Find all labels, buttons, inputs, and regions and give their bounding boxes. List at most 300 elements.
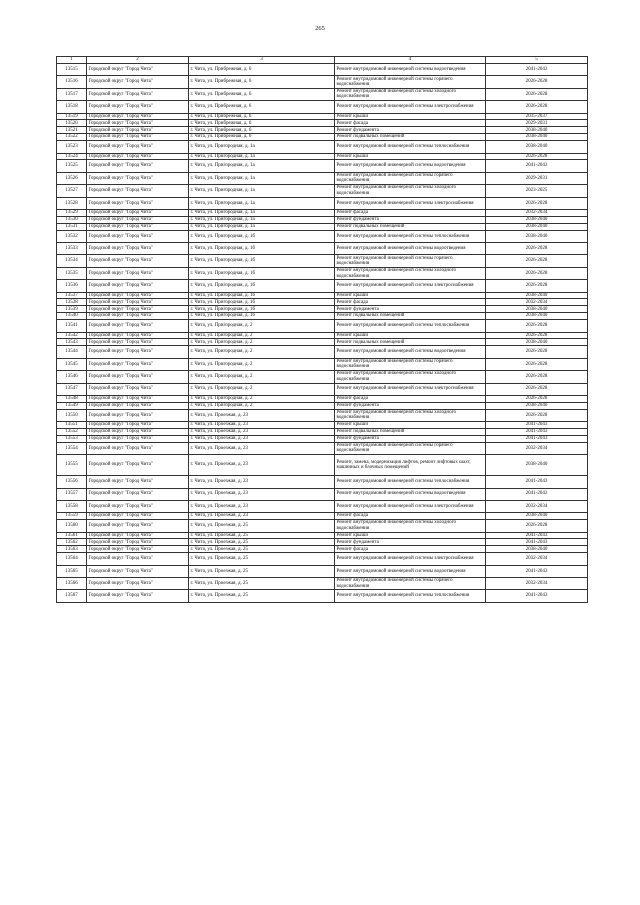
row-number: 13546 <box>57 371 87 383</box>
row-number: 13556 <box>57 476 87 488</box>
period-cell: 2029-2031 <box>486 172 588 184</box>
work-type-cell: Ремонт внутридомовой инженерной системы водоотведения <box>335 64 486 76</box>
table-body <box>57 57 588 603</box>
table-row <box>57 402 588 409</box>
row-number: 13535 <box>57 267 87 279</box>
table-row <box>57 299 588 306</box>
table-row <box>57 553 588 565</box>
table-row <box>57 428 588 435</box>
address-cell: г. Чита, ул. Проезжая, д. 25 <box>189 532 335 539</box>
row-number: 13518 <box>57 101 87 113</box>
owner-cell: Городской округ "Город Чита" <box>87 209 189 216</box>
table-row <box>57 127 588 134</box>
period-cell: 2026-2028 <box>486 88 588 100</box>
owner-cell: Городской округ "Город Чита" <box>87 113 189 120</box>
column-number: 1 <box>57 57 87 64</box>
owner-cell: Городской округ "Город Чита" <box>87 383 189 395</box>
repair-schedule-table <box>56 56 588 603</box>
period-cell: 2041-2043 <box>486 435 588 442</box>
address-cell: г. Чита, ул. Пригородная, д. 2 <box>189 346 335 358</box>
work-type-cell: Ремонт внутридомовой инженерной системы теплоснабжения <box>335 320 486 332</box>
row-number: 13565 <box>57 565 87 577</box>
owner-cell: Городской округ "Город Чита" <box>87 402 189 409</box>
period-cell: 2032-2034 <box>486 578 588 590</box>
address-cell: г. Чита, ул. Пригородная, д. 2 <box>189 383 335 395</box>
owner-cell: Городской округ "Город Чита" <box>87 371 189 383</box>
address-cell: г. Чита, ул. Прибрежная, д. 6 <box>189 127 335 134</box>
row-number: 13533 <box>57 243 87 255</box>
row-number: 13539 <box>57 306 87 313</box>
work-type-cell: Ремонт подвальных помещений <box>335 134 486 141</box>
owner-cell: Городской округ "Город Чита" <box>87 358 189 370</box>
row-number: 13555 <box>57 455 87 476</box>
work-type-cell: Ремонт крыши <box>335 532 486 539</box>
owner-cell: Городской округ "Город Чита" <box>87 339 189 346</box>
row-number: 13525 <box>57 160 87 172</box>
owner-cell: Городской округ "Город Чита" <box>87 299 189 306</box>
address-cell: г. Чита, ул. Пригородная, д. 2 <box>189 395 335 402</box>
work-type-cell: Ремонт внутридомовой инженерной системы водоотведения <box>335 346 486 358</box>
address-cell: г. Чита, ул. Проезжая, д. 23 <box>189 455 335 476</box>
page-number: 265 <box>315 25 325 32</box>
period-cell: 2026-2028 <box>486 395 588 402</box>
address-cell: г. Чита, ул. Прибрежная, д. 6 <box>189 134 335 141</box>
row-number: 13526 <box>57 172 87 184</box>
work-type-cell: Ремонт фундамента <box>335 435 486 442</box>
period-cell: 2041-2043 <box>486 428 588 435</box>
owner-cell: Городской округ "Город Чита" <box>87 532 189 539</box>
address-cell: г. Чита, ул. Проезжая, д. 25 <box>189 520 335 532</box>
address-cell: г. Чита, ул. Проезжая, д. 23 <box>189 435 335 442</box>
row-number: 13528 <box>57 197 87 209</box>
address-cell: г. Чита, ул. Проезжая, д. 25 <box>189 590 335 602</box>
address-cell: г. Чита, ул. Пригородная, д. 1а <box>189 141 335 153</box>
period-cell: 2038-2040 <box>486 402 588 409</box>
table-row <box>57 292 588 299</box>
period-cell: 2041-2043 <box>486 64 588 76</box>
period-cell: 2038-2040 <box>486 223 588 230</box>
address-cell: г. Чита, ул. Пригородная, д. 1б <box>189 230 335 242</box>
work-type-cell: Ремонт подвальных помещений <box>335 223 486 230</box>
row-number: 13536 <box>57 280 87 292</box>
row-number: 13532 <box>57 230 87 242</box>
column-number: 2 <box>87 57 189 64</box>
owner-cell: Городской округ "Город Чита" <box>87 101 189 113</box>
period-cell: 2026-2028 <box>486 383 588 395</box>
work-type-cell: Ремонт внутридомовой инженерной системы электроснабжения <box>335 383 486 395</box>
address-cell: г. Чита, ул. Пригородная, д. 1б <box>189 243 335 255</box>
address-cell: г. Чита, ул. Прибрежная, д. 6 <box>189 76 335 88</box>
address-cell: г. Чита, ул. Проезжая, д. 25 <box>189 546 335 553</box>
work-type-cell: Ремонт подвальных помещений <box>335 313 486 320</box>
period-cell: 2038-2040 <box>486 127 588 134</box>
table-row <box>57 513 588 520</box>
owner-cell: Городской округ "Город Чита" <box>87 197 189 209</box>
table-row <box>57 383 588 395</box>
row-number: 13527 <box>57 185 87 197</box>
row-number: 13530 <box>57 216 87 223</box>
owner-cell: Городской округ "Город Чита" <box>87 513 189 520</box>
table-row <box>57 435 588 442</box>
table-row <box>57 223 588 230</box>
period-cell: 2032-2034 <box>486 553 588 565</box>
period-cell: 2023-2025 <box>486 185 588 197</box>
work-type-cell: Ремонт фундамента <box>335 306 486 313</box>
period-cell: 2041-2043 <box>486 565 588 577</box>
table-row <box>57 500 588 512</box>
row-number: 13544 <box>57 346 87 358</box>
owner-cell: Городской округ "Город Чита" <box>87 590 189 602</box>
row-number: 13552 <box>57 428 87 435</box>
work-type-cell: Ремонт фасада <box>335 209 486 216</box>
row-number: 13529 <box>57 209 87 216</box>
table-row <box>57 539 588 546</box>
row-number: 13557 <box>57 488 87 500</box>
period-cell: 2038-2040 <box>486 339 588 346</box>
work-type-cell: Ремонт подвальных помещений <box>335 428 486 435</box>
owner-cell: Городской округ "Город Чита" <box>87 255 189 267</box>
period-cell: 2026-2028 <box>486 197 588 209</box>
period-cell: 2026-2028 <box>486 520 588 532</box>
address-cell: г. Чита, ул. Проезжая, д. 25 <box>189 539 335 546</box>
work-type-cell: Ремонт внутридомовой инженерной системы горячего водоснабжения <box>335 578 486 590</box>
work-type-cell: Ремонт внутридомовой инженерной системы холодного водоснабжения <box>335 409 486 421</box>
table-row <box>57 488 588 500</box>
owner-cell: Городской округ "Город Чита" <box>87 435 189 442</box>
owner-cell: Городской округ "Город Чита" <box>87 134 189 141</box>
row-number: 13534 <box>57 255 87 267</box>
address-cell: г. Чита, ул. Проезжая, д. 23 <box>189 513 335 520</box>
owner-cell: Городской округ "Город Чита" <box>87 172 189 184</box>
period-cell: 2041-2043 <box>486 590 588 602</box>
row-number: 13515 <box>57 64 87 76</box>
table-row <box>57 64 588 76</box>
table-row <box>57 88 588 100</box>
owner-cell: Городской округ "Город Чита" <box>87 127 189 134</box>
row-number: 13559 <box>57 513 87 520</box>
address-cell: г. Чита, ул. Пригородная, д. 1б <box>189 267 335 279</box>
address-cell: г. Чита, ул. Проезжая, д. 23 <box>189 428 335 435</box>
column-number: 5 <box>486 57 588 64</box>
period-cell: 2038-2040 <box>486 313 588 320</box>
row-number: 13521 <box>57 127 87 134</box>
period-cell: 2026-2028 <box>486 255 588 267</box>
period-cell: 2038-2040 <box>486 306 588 313</box>
address-cell: г. Чита, ул. Пригородная, д. 1а <box>189 209 335 216</box>
period-cell: 2035-2037 <box>486 113 588 120</box>
owner-cell: Городской округ "Город Чита" <box>87 539 189 546</box>
period-cell: 2038-2040 <box>486 216 588 223</box>
address-cell: г. Чита, ул. Пригородная, д. 1б <box>189 299 335 306</box>
address-cell: г. Чита, ул. Прибрежная, д. 6 <box>189 113 335 120</box>
row-number: 13545 <box>57 358 87 370</box>
work-type-cell: Ремонт внутридомовой инженерной системы электроснабжения <box>335 197 486 209</box>
address-cell: г. Чита, ул. Прибрежная, д. 6 <box>189 88 335 100</box>
table-row <box>57 590 588 602</box>
owner-cell: Городской округ "Город Чита" <box>87 88 189 100</box>
work-type-cell: Ремонт фасада <box>335 546 486 553</box>
period-cell: 2026-2028 <box>486 409 588 421</box>
row-number: 13538 <box>57 299 87 306</box>
table-row <box>57 409 588 421</box>
address-cell: г. Чита, ул. Пригородная, д. 1б <box>189 280 335 292</box>
table-row <box>57 358 588 370</box>
row-number: 13520 <box>57 120 87 127</box>
period-cell: 2026-2028 <box>486 371 588 383</box>
owner-cell: Городской округ "Город Чита" <box>87 546 189 553</box>
address-cell: г. Чита, ул. Пригородная, д. 1а <box>189 172 335 184</box>
period-cell: 2041-2043 <box>486 539 588 546</box>
work-type-cell: Ремонт внутридомовой инженерной системы горячего водоснабжения <box>335 358 486 370</box>
address-cell: г. Чита, ул. Пригородная, д. 2 <box>189 358 335 370</box>
row-number: 13549 <box>57 402 87 409</box>
address-cell: г. Чита, ул. Проезжая, д. 25 <box>189 553 335 565</box>
work-type-cell: Ремонт внутридомовой инженерной системы горячего водоснабжения <box>335 255 486 267</box>
owner-cell: Городской округ "Город Чита" <box>87 185 189 197</box>
owner-cell: Городской округ "Город Чита" <box>87 141 189 153</box>
table-row <box>57 255 588 267</box>
row-number: 13567 <box>57 590 87 602</box>
row-number: 13516 <box>57 76 87 88</box>
owner-cell: Городской округ "Город Чита" <box>87 520 189 532</box>
period-cell: 2038-2040 <box>486 134 588 141</box>
work-type-cell: Ремонт крыши <box>335 153 486 160</box>
owner-cell: Городской округ "Город Чита" <box>87 76 189 88</box>
work-type-cell: Ремонт фасада <box>335 513 486 520</box>
owner-cell: Городской округ "Город Чита" <box>87 500 189 512</box>
period-cell: 2032-2034 <box>486 500 588 512</box>
table-row <box>57 160 588 172</box>
work-type-cell: Ремонт внутридомовой инженерной системы водоотведения <box>335 243 486 255</box>
work-type-cell: Ремонт внутридомовой инженерной системы электроснабжения <box>335 280 486 292</box>
address-cell: г. Чита, ул. Пригородная, д. 2 <box>189 332 335 339</box>
work-type-cell: Ремонт фундамента <box>335 127 486 134</box>
table-row <box>57 320 588 332</box>
table-row <box>57 267 588 279</box>
table-row <box>57 455 588 476</box>
period-cell: 2026-2028 <box>486 243 588 255</box>
address-cell: г. Чита, ул. Проезжая, д. 23 <box>189 442 335 454</box>
row-number: 13523 <box>57 141 87 153</box>
work-type-cell: Ремонт, замена, модернизация лифтов, ремонт лифтовых шахт, машинных и блочных помещений <box>335 455 486 476</box>
period-cell: 2026-2028 <box>486 76 588 88</box>
period-cell: 2038-2040 <box>486 455 588 476</box>
address-cell: г. Чита, ул. Пригородная, д. 1а <box>189 185 335 197</box>
work-type-cell: Ремонт внутридомовой инженерной системы холодного водоснабжения <box>335 371 486 383</box>
period-cell: 2038-2040 <box>486 141 588 153</box>
period-cell: 2038-2040 <box>486 230 588 242</box>
table-row <box>57 120 588 127</box>
table-row <box>57 332 588 339</box>
period-cell: 2029-2031 <box>486 120 588 127</box>
address-cell: г. Чита, ул. Пригородная, д. 1б <box>189 306 335 313</box>
work-type-cell: Ремонт внутридомовой инженерной системы горячего водоснабжения <box>335 172 486 184</box>
work-type-cell: Ремонт внутридомовой инженерной системы теплоснабжения <box>335 141 486 153</box>
row-number: 13551 <box>57 422 87 429</box>
owner-cell: Городской округ "Город Чита" <box>87 64 189 76</box>
period-cell: 2026-2028 <box>486 267 588 279</box>
period-cell: 2032-2034 <box>486 299 588 306</box>
table-row <box>57 76 588 88</box>
address-cell: г. Чита, ул. Пригородная, д. 1б <box>189 313 335 320</box>
address-cell: г. Чита, ул. Проезжая, д. 23 <box>189 409 335 421</box>
address-cell: г. Чита, ул. Проезжая, д. 25 <box>189 565 335 577</box>
period-cell: 2041-2043 <box>486 422 588 429</box>
address-cell: г. Чита, ул. Пригородная, д. 2 <box>189 339 335 346</box>
row-number: 13522 <box>57 134 87 141</box>
work-type-cell: Ремонт крыши <box>335 422 486 429</box>
work-type-cell: Ремонт внутридомовой инженерной системы электроснабжения <box>335 553 486 565</box>
owner-cell: Городской округ "Город Чита" <box>87 160 189 172</box>
owner-cell: Городской округ "Город Чита" <box>87 280 189 292</box>
table-row <box>57 185 588 197</box>
work-type-cell: Ремонт внутридомовой инженерной системы холодного водоснабжения <box>335 185 486 197</box>
address-cell: г. Чита, ул. Проезжая, д. 25 <box>189 578 335 590</box>
row-number: 13553 <box>57 435 87 442</box>
table-row <box>57 280 588 292</box>
owner-cell: Городской округ "Город Чита" <box>87 320 189 332</box>
row-number: 13519 <box>57 113 87 120</box>
table-row <box>57 113 588 120</box>
row-number: 13547 <box>57 383 87 395</box>
table-row <box>57 197 588 209</box>
row-number: 13541 <box>57 320 87 332</box>
row-number: 13561 <box>57 532 87 539</box>
owner-cell: Городской округ "Город Чита" <box>87 455 189 476</box>
table-row <box>57 476 588 488</box>
work-type-cell: Ремонт крыши <box>335 292 486 299</box>
owner-cell: Городской округ "Город Чита" <box>87 216 189 223</box>
address-cell: г. Чита, ул. Пригородная, д. 1а <box>189 197 335 209</box>
work-type-cell: Ремонт внутридомовой инженерной системы электроснабжения <box>335 101 486 113</box>
owner-cell: Городской округ "Город Чита" <box>87 120 189 127</box>
row-number: 13550 <box>57 409 87 421</box>
owner-cell: Городской округ "Город Чита" <box>87 292 189 299</box>
owner-cell: Городской округ "Город Чита" <box>87 243 189 255</box>
table-row <box>57 134 588 141</box>
owner-cell: Городской округ "Город Чита" <box>87 267 189 279</box>
owner-cell: Городской округ "Город Чита" <box>87 153 189 160</box>
row-number: 13560 <box>57 520 87 532</box>
table-row <box>57 172 588 184</box>
owner-cell: Городской округ "Город Чита" <box>87 230 189 242</box>
owner-cell: Городской округ "Город Чита" <box>87 346 189 358</box>
table-row <box>57 546 588 553</box>
address-cell: г. Чита, ул. Проезжая, д. 23 <box>189 422 335 429</box>
work-type-cell: Ремонт внутридомовой инженерной системы теплоснабжения <box>335 476 486 488</box>
table-row <box>57 346 588 358</box>
address-cell: г. Чита, ул. Пригородная, д. 1б <box>189 292 335 299</box>
work-type-cell: Ремонт фундамента <box>335 402 486 409</box>
work-type-cell: Ремонт крыши <box>335 332 486 339</box>
work-type-cell: Ремонт внутридомовой инженерной системы водоотведения <box>335 565 486 577</box>
owner-cell: Городской округ "Город Чита" <box>87 476 189 488</box>
work-type-cell: Ремонт внутридомовой инженерной системы холодного водоснабжения <box>335 520 486 532</box>
period-cell: 2026-2028 <box>486 101 588 113</box>
table-row <box>57 306 588 313</box>
row-number: 13563 <box>57 546 87 553</box>
address-cell: г. Чита, ул. Проезжая, д. 23 <box>189 488 335 500</box>
period-cell: 2038-2040 <box>486 546 588 553</box>
address-cell: г. Чита, ул. Пригородная, д. 1б <box>189 255 335 267</box>
row-number: 13524 <box>57 153 87 160</box>
work-type-cell: Ремонт фундамента <box>335 216 486 223</box>
work-type-cell: Ремонт внутридомовой инженерной системы холодного водоснабжения <box>335 267 486 279</box>
row-number: 13542 <box>57 332 87 339</box>
period-cell: 2026-2028 <box>486 332 588 339</box>
table-row <box>57 565 588 577</box>
table-row <box>57 339 588 346</box>
work-type-cell: Ремонт фасада <box>335 299 486 306</box>
owner-cell: Городской округ "Город Чита" <box>87 428 189 435</box>
row-number: 13548 <box>57 395 87 402</box>
row-number: 13543 <box>57 339 87 346</box>
table-row <box>57 395 588 402</box>
period-cell: 2026-2028 <box>486 320 588 332</box>
work-type-cell: Ремонт внутридомовой инженерной системы водоотведения <box>335 160 486 172</box>
period-cell: 2026-2028 <box>486 346 588 358</box>
row-number: 13537 <box>57 292 87 299</box>
table-row <box>57 520 588 532</box>
period-cell: 2038-2040 <box>486 513 588 520</box>
work-type-cell: Ремонт внутридомовой инженерной системы теплоснабжения <box>335 590 486 602</box>
owner-cell: Городской округ "Город Чита" <box>87 223 189 230</box>
table-row <box>57 371 588 383</box>
address-cell: г. Чита, ул. Пригородная, д. 1а <box>189 153 335 160</box>
work-type-cell: Ремонт внутридомовой инженерной системы электроснабжения <box>335 500 486 512</box>
period-cell: 2026-2028 <box>486 153 588 160</box>
period-cell: 2041-2043 <box>486 160 588 172</box>
owner-cell: Городской округ "Город Чита" <box>87 565 189 577</box>
column-number: 3 <box>189 57 335 64</box>
column-number: 4 <box>335 57 486 64</box>
work-type-cell: Ремонт внутридомовой инженерной системы горячего водоснабжения <box>335 76 486 88</box>
table-row <box>57 141 588 153</box>
row-number: 13540 <box>57 313 87 320</box>
work-type-cell: Ремонт внутридомовой инженерной системы горячего водоснабжения <box>335 442 486 454</box>
owner-cell: Городской округ "Город Чита" <box>87 422 189 429</box>
period-cell: 2041-2043 <box>486 532 588 539</box>
row-number: 13562 <box>57 539 87 546</box>
period-cell: 2041-2043 <box>486 488 588 500</box>
work-type-cell: Ремонт внутридомовой инженерной системы холодного водоснабжения <box>335 88 486 100</box>
table-row <box>57 153 588 160</box>
table-row <box>57 230 588 242</box>
row-number: 13566 <box>57 578 87 590</box>
table-row <box>57 313 588 320</box>
table-row <box>57 101 588 113</box>
address-cell: г. Чита, ул. Проезжая, д. 23 <box>189 500 335 512</box>
address-cell: г. Чита, ул. Пригородная, д. 1а <box>189 223 335 230</box>
address-cell: г. Чита, ул. Пригородная, д. 2 <box>189 320 335 332</box>
row-number: 13564 <box>57 553 87 565</box>
work-type-cell: Ремонт внутридомовой инженерной системы теплоснабжения <box>335 230 486 242</box>
address-cell: г. Чита, ул. Пригородная, д. 2 <box>189 402 335 409</box>
owner-cell: Городской округ "Город Чита" <box>87 578 189 590</box>
work-type-cell: Ремонт фасада <box>335 120 486 127</box>
period-cell: 2032-2034 <box>486 442 588 454</box>
address-cell: г. Чита, ул. Прибрежная, д. 6 <box>189 101 335 113</box>
work-type-cell: Ремонт фундамента <box>335 539 486 546</box>
row-number: 13554 <box>57 442 87 454</box>
owner-cell: Городской округ "Город Чита" <box>87 332 189 339</box>
owner-cell: Городской округ "Город Чита" <box>87 442 189 454</box>
address-cell: г. Чита, ул. Прибрежная, д. 6 <box>189 120 335 127</box>
column-number-row <box>57 57 588 64</box>
work-type-cell: Ремонт внутридомовой инженерной системы водоотведения <box>335 488 486 500</box>
period-cell: 2026-2028 <box>486 280 588 292</box>
period-cell: 2026-2028 <box>486 358 588 370</box>
